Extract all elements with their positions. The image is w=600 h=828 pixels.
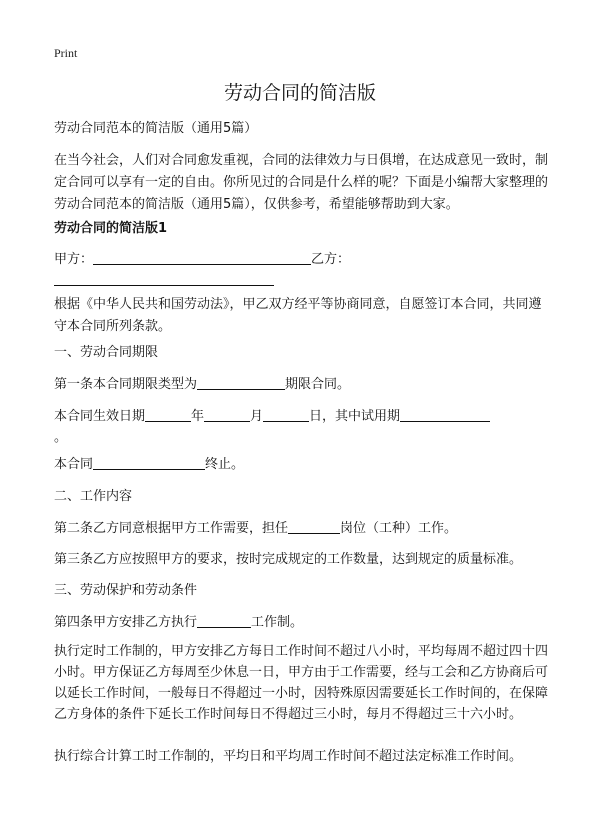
article-1 bbox=[54, 374, 548, 395]
heading-1-block bbox=[54, 342, 548, 363]
article-3-block bbox=[54, 549, 548, 570]
position-blank[interactable] bbox=[288, 519, 340, 534]
heading-3-block bbox=[54, 580, 548, 601]
article-2-block bbox=[54, 518, 548, 539]
day-blank[interactable] bbox=[263, 407, 309, 422]
party-b-line bbox=[54, 270, 548, 291]
article-4-text-a: 第四条甲方安排乙方执行 bbox=[54, 615, 198, 630]
party-b-blank[interactable] bbox=[54, 271, 274, 286]
article-2 bbox=[54, 518, 548, 539]
end-date-suffix: 终止。 bbox=[205, 457, 245, 472]
parties-line bbox=[54, 249, 548, 270]
party-b-label: 乙方： bbox=[311, 252, 351, 267]
parties-block bbox=[54, 249, 548, 291]
intro-block bbox=[54, 150, 548, 216]
effective-date-line bbox=[54, 406, 548, 427]
article-2-text-a: 第二条乙方同意根据甲方工作需要，担任 bbox=[54, 521, 289, 536]
year-label: 年 bbox=[191, 409, 205, 424]
comprehensive-hours-block bbox=[54, 746, 548, 767]
month-blank[interactable] bbox=[204, 407, 250, 422]
comprehensive-hours-paragraph: 执行综合计算工时工作制的，平均日和平均周工作时间不超过法定标准工作时间。 bbox=[54, 749, 523, 764]
intro-paragraph: 在当今社会，人们对合同愈发重视，合同的法律效力与日俱增，在达成意见一致时，制定合同可以享有一定的自由。你所见过的合同是什么样的呢？下面是小编帮大家整理的劳动合同范本的简洁版（通用5篇），仅供参考，希望能够帮助到大家。 bbox=[54, 153, 549, 212]
work-system-blank[interactable] bbox=[197, 613, 251, 628]
party-a-blank[interactable] bbox=[93, 250, 311, 265]
party-a-label: 甲方： bbox=[54, 252, 94, 267]
heading-work-content: 二、工作内容 bbox=[54, 489, 133, 504]
standard-hours-paragraph: 执行定时工作制的，甲方安排乙方每日工作时间不超过八小时，平均每周不超过四十四小时。甲方保证乙方每周至少休息一日，甲方由于工作需要，经与工会和乙方协商后可以延长工作时间，一般每日不得超过一小时，因特殊原因需要延长工作时间的，在保障乙方身体的条件下延长工作时间每日不得超过三小时，每月不得超过三十六小时。 bbox=[54, 644, 549, 722]
effective-date-block bbox=[54, 406, 548, 448]
heading-labor-protection: 三、劳动保护和劳动条件 bbox=[54, 583, 198, 598]
section-heading-block bbox=[54, 218, 548, 239]
probation-label: 日，其中试用期 bbox=[309, 409, 401, 424]
article-4-text-b: 工作制。 bbox=[251, 615, 304, 630]
end-date-block bbox=[54, 454, 548, 475]
term-type-blank[interactable] bbox=[197, 375, 285, 390]
month-label: 月 bbox=[250, 409, 264, 424]
page-title: 劳动合同的简洁版 bbox=[223, 82, 376, 104]
end-date-line bbox=[54, 454, 548, 475]
subtitle: 劳动合同范本的简洁版（通用5篇） bbox=[54, 121, 258, 136]
article-4-block bbox=[54, 612, 548, 633]
effective-date-end: 。 bbox=[54, 430, 68, 445]
article-3: 第三条乙方应按照甲方的要求，按时完成规定的工作数量，达到规定的质量标准。 bbox=[54, 552, 523, 567]
end-date-blank[interactable] bbox=[93, 455, 205, 470]
heading-2-block bbox=[54, 486, 548, 507]
basis-paragraph: 根据《中华人民共和国劳动法》，甲乙双方经平等协商同意，自愿签订本合同，共同遵守本合同所列条款。 bbox=[54, 297, 542, 334]
section-heading: 劳动合同的简洁版1 bbox=[54, 221, 168, 236]
effective-date-label: 本合同生效日期 bbox=[54, 409, 146, 424]
heading-term: 一、劳动合同期限 bbox=[54, 345, 159, 360]
standard-hours-block bbox=[54, 641, 548, 725]
document-body bbox=[54, 118, 548, 139]
article-1-text-b: 期限合同。 bbox=[285, 377, 351, 392]
year-blank[interactable] bbox=[145, 407, 191, 422]
end-date-label: 本合同 bbox=[54, 457, 94, 472]
article-4 bbox=[54, 612, 548, 633]
basis-block bbox=[54, 294, 548, 338]
probation-blank[interactable] bbox=[400, 407, 490, 422]
article-1-block bbox=[54, 374, 548, 395]
print-link[interactable]: Print bbox=[54, 46, 78, 60]
article-2-text-b: 岗位（工种）工作。 bbox=[340, 521, 458, 536]
article-1-text-a: 第一条本合同期限类型为 bbox=[54, 377, 198, 392]
